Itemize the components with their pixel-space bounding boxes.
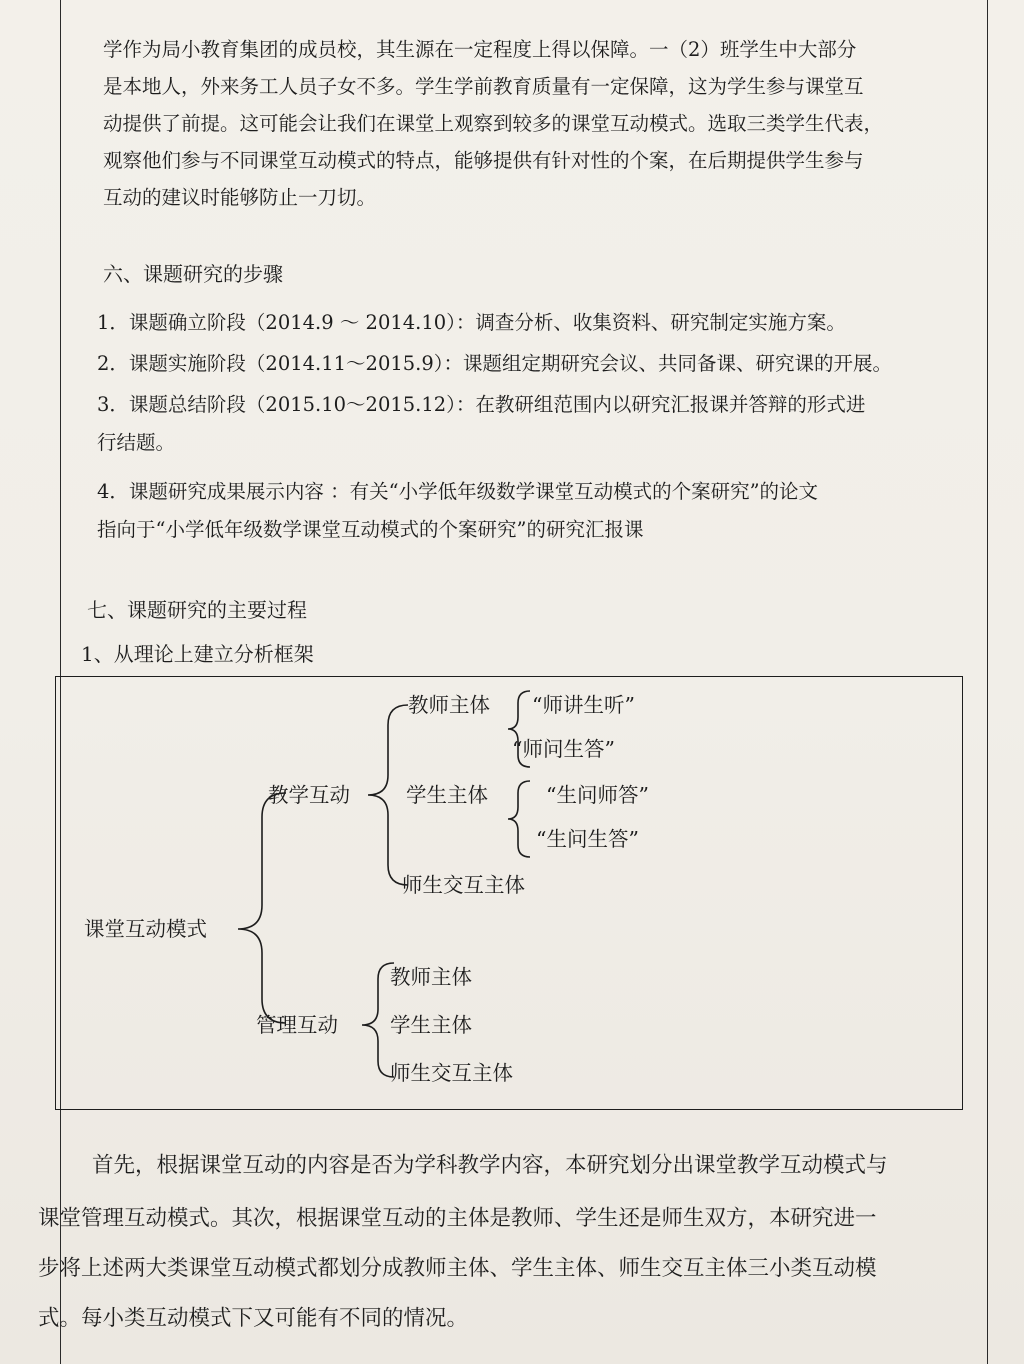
intro-line-5: 互动的建议时能够防止一刀切。 xyxy=(103,186,377,209)
conclusion-line-4: 式。每小类互动模式下又可能有不同的情况。 xyxy=(38,1306,469,1331)
section7-sub1: 1、从理论上建立分析框架 xyxy=(81,642,314,666)
conclusion-line-2: 课堂管理互动模式。其次，根据课堂互动的主体是教师、学生还是师生双方，本研究进一 xyxy=(38,1206,877,1231)
step-4-line-2: 指向于“小学低年级数学课堂互动模式的个案研究”的研究汇报课 xyxy=(97,518,644,541)
step-2: 2．课题实施阶段（2014.11～2015.9）：课题组定期研究会议、共同备课、研究课的开展。 xyxy=(97,352,893,375)
student-cases-brace xyxy=(508,781,530,857)
node-management-mutual: 师生交互主体 xyxy=(390,1061,513,1085)
intro-line-2: 是本地人，外来务工人员子女不多。学生学前教育质量有一定保障，这为学生参与课堂互 xyxy=(103,75,864,98)
node-teaching-teacher: 教师主体 xyxy=(408,693,490,717)
node-teaching-mutual: 师生交互主体 xyxy=(402,873,525,897)
case-teacher-question: “师问生答” xyxy=(512,737,615,761)
root-brace xyxy=(238,793,286,1023)
step-3-line-1: 3．课题总结阶段（2015.10～2015.12）：在教研组范围内以研究汇报课并答辩的形式进 xyxy=(97,393,866,416)
node-root: 课堂互动模式 xyxy=(84,917,207,941)
case-student-ask-teacher: “生问师答” xyxy=(546,783,649,807)
intro-line-4: 观察他们参与不同课堂互动模式的特点，能够提供有针对性的个案，在后期提供学生参与 xyxy=(103,149,864,172)
intro-line-3: 动提供了前提。这可能会让我们在课堂上观察到较多的课堂互动模式。选取三类学生代表， xyxy=(103,112,884,135)
section7-heading: 七、课题研究的主要过程 xyxy=(87,598,307,622)
step-4-line-1: 4．课题研究成果展示内容 ：有关“小学低年级数学课堂互动模式的个案研究”的论文 xyxy=(97,480,819,503)
step-1: 1．课题确立阶段（2014.9 ～ 2014.10）：调查分析、收集资料、研究制定实施方案。 xyxy=(97,311,846,334)
node-teaching: 教学互动 xyxy=(268,783,350,807)
section6-heading: 六、课题研究的步骤 xyxy=(103,262,283,286)
conclusion-line-3: 步将上述两大类课堂互动模式都划分成教师主体、学生主体、师生交互主体三小类互动模 xyxy=(38,1256,877,1281)
intro-line-1: 学作为局小教育集团的成员校，其生源在一定程度上得以保障。一（2）班学生中大部分 xyxy=(103,38,857,61)
node-management-teacher: 教师主体 xyxy=(390,965,472,989)
framework-diagram xyxy=(55,676,963,1110)
conclusion-line-1: 首先，根据课堂互动的内容是否为学科教学内容，本研究划分出课堂教学互动模式与 xyxy=(92,1153,888,1178)
case-student-ask-student: “生问生答” xyxy=(536,827,639,851)
node-management-student: 学生主体 xyxy=(390,1013,472,1037)
teaching-brace xyxy=(368,705,408,885)
step-3-line-2: 行结题。 xyxy=(97,431,176,454)
node-teaching-student: 学生主体 xyxy=(406,783,488,807)
case-teacher-lecture: “师讲生听” xyxy=(532,693,635,717)
node-management: 管理互动 xyxy=(256,1013,338,1037)
